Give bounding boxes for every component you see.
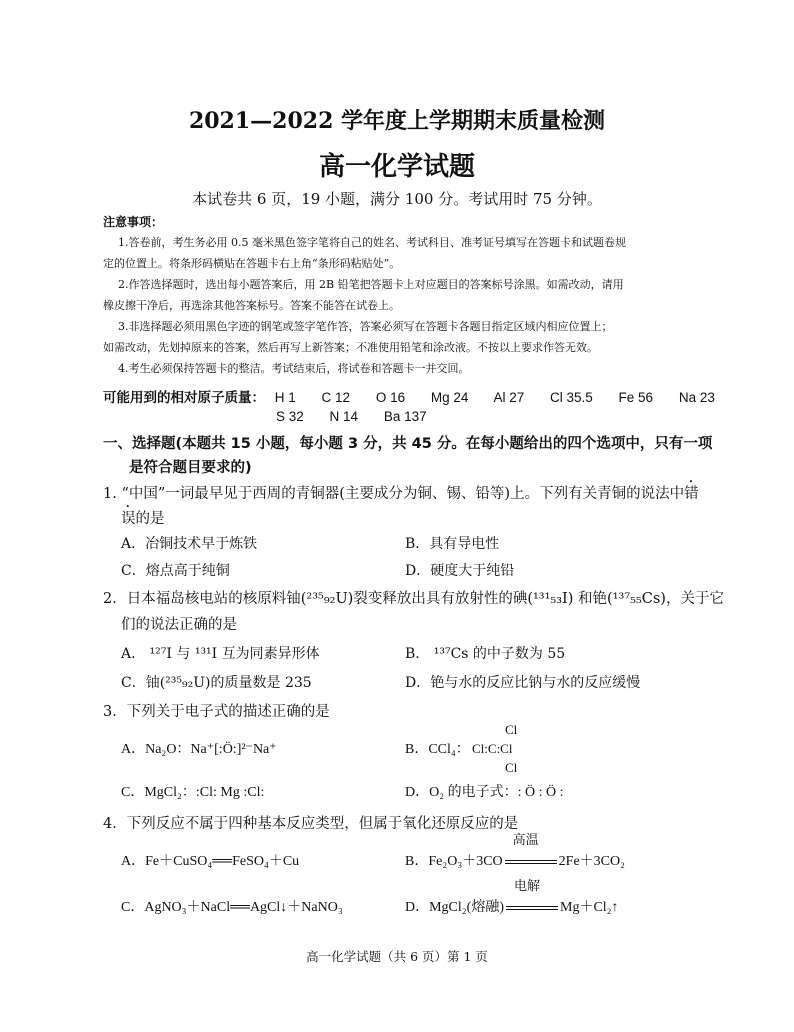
q1-stem-text: 1. “中国”一词最早见于西周的青铜器(主要成分为铜、锡、铅等)上。下列有关青铜的说法中: [103, 486, 685, 502]
q4-option-b-reactants: B．Fe₂O₃＋3CO: [405, 854, 503, 869]
q3-option-d[interactable]: D．O₂ 的电子式：: Ö : Ö :: [405, 785, 564, 800]
equals-sign-icon: [506, 906, 558, 910]
equals-sign-icon: [505, 860, 557, 864]
q1-stem-emphasis: 误: [121, 511, 136, 527]
note-line: 如需改动，先划掉原来的答案，然后再写上新答案；不准使用铅笔和涂改液。不按以上要求作答无效。: [103, 341, 598, 354]
q2-stem-line1: 2．日本福岛核电站的核原料铀(²³⁵₉₂U)裂变释放出具有放射性的碘(¹³¹₅₃I) 和铯(¹³⁷₅₅Cs)，关于它: [103, 591, 724, 607]
note-line: 定的位置上。将条形码横贴在答题卡右上角“条形码粘贴处”。: [103, 257, 401, 270]
atomic-mass: S 32: [276, 409, 304, 424]
atomic-mass: Mg 24: [430, 390, 469, 405]
atomic-mass: Na 23: [678, 390, 715, 405]
atomic-mass: H 1: [274, 390, 296, 405]
atomic-masses-label: 可能用到的相对原子质量：: [103, 390, 265, 406]
note-line: 2.作答选择题时，选出每小题答案后，用 2B 铅笔把答题卡上对应题目的答案标号涂黑。如需改动，请用: [118, 278, 624, 291]
note-line: 1.答卷前，考生务必用 0.5 毫米黑色签字笔将自己的姓名、考试科目、准考证号填写在答题卡和试题卷规: [118, 236, 626, 249]
atomic-mass: Cl 35.5: [549, 390, 593, 405]
q2-stem-line2: 们的说法正确的是: [121, 617, 237, 633]
notes-heading: 注意事项：: [103, 215, 164, 229]
section-heading: [103, 432, 712, 480]
q4-option-b-arrow: [503, 832, 559, 874]
q4-option-b[interactable]: [405, 832, 626, 874]
q4-option-b-products: 2Fe＋3CO₂: [558, 854, 626, 869]
q1-stem-text: 的是: [135, 511, 165, 527]
q3-option-b-label[interactable]: B．CCl₄：: [405, 742, 470, 757]
atomic-mass: Ba 137: [383, 409, 427, 424]
q3-option-c[interactable]: C．MgCl₂：:Cl: Mg :Cl:: [121, 785, 265, 800]
section-heading-line1: 一、选择题(本题共 15 小题，每小题 3 分，共 45 分。在每小题给出的四个选项中，只有一项: [103, 436, 713, 452]
q4-option-a[interactable]: A．Fe＋CuSO₄══FeSO₄＋Cu: [121, 854, 300, 869]
q4-option-d-products: Mg＋Cl₂↑: [560, 900, 619, 915]
q2-option-b[interactable]: B． ¹³⁷Cs 的中子数为 55: [405, 646, 566, 662]
atomic-mass: O 16: [375, 390, 406, 405]
q1-option-d[interactable]: D．硬度大于纯铅: [405, 563, 515, 579]
note-line: 3.非选择题必须用黑色字迹的钢笔或签字笔作答，答案必须写在答题卡各题目指定区域内相应位置上；: [118, 320, 613, 333]
atomic-mass: Fe 56: [618, 390, 654, 405]
exam-title: 2021—2022 学年度上学期期末质量检测: [188, 108, 606, 134]
q3-option-b-middle: Cl:C:Cl: [472, 741, 513, 756]
q3-stem: 3．下列关于电子式的描述正确的是: [103, 704, 330, 720]
note-line: 4.考生必须保持答题卡的整洁。考试结束后，将试卷和答题卡一并交回。: [118, 362, 470, 375]
q3-option-a[interactable]: A．Na₂O：Na⁺[:Ö:]²⁻Na⁺: [121, 742, 277, 757]
q1-option-c[interactable]: C．熔点高于纯铜: [121, 563, 230, 579]
q3-option-b-top: Cl: [505, 722, 518, 737]
note-line: 橡皮擦干净后，再选涂其他答案标号。答案不能答在试卷上。: [103, 299, 400, 312]
q3-option-b-bottom: Cl: [505, 760, 518, 775]
q2-option-d[interactable]: D．铯与水的反应比钠与水的反应缓慢: [405, 675, 641, 691]
atomic-mass: C 12: [321, 390, 351, 405]
q4-option-d-condition: 电解: [514, 878, 541, 893]
q4-option-b-condition: 高温: [512, 832, 539, 847]
subject-title: 高一化学试题: [318, 152, 475, 182]
q2-option-c[interactable]: C．铀(²³⁵₉₂U)的质量数是 235: [121, 675, 312, 691]
q1-stem-emphasis: 错: [684, 486, 699, 502]
atomic-masses-row2: [276, 409, 449, 424]
exam-info: 本试卷共 6 页，19 小题，满分 100 分。考试用时 75 分钟。: [192, 190, 602, 208]
q4-stem: 4．下列反应不属于四种基本反应类型，但属于氧化还原反应的是: [103, 816, 519, 832]
q1-stem-line2: [121, 503, 165, 531]
q1-option-b[interactable]: B．具有导电性: [405, 536, 500, 552]
atomic-masses-row1: [103, 386, 737, 406]
q4-option-d-reactants: D．MgCl₂(熔融): [405, 900, 504, 915]
q2-option-a[interactable]: A． ¹²⁷I 与 ¹³¹I 互为同素异形体: [121, 646, 320, 662]
q1-option-a[interactable]: A．冶铜技术早于炼铁: [121, 536, 258, 552]
section-heading-line2: 是符合题目要求的): [129, 460, 252, 476]
q4-option-d[interactable]: [405, 878, 619, 920]
atomic-mass: Al 27: [493, 390, 525, 405]
atomic-mass: N 14: [329, 409, 359, 424]
page-footer: 高一化学试题（共 6 页）第 1 页: [306, 949, 488, 964]
q1-stem: [103, 478, 699, 506]
q4-option-c[interactable]: C．AgNO₃＋NaCl══AgCl↓＋NaNO₃: [121, 900, 343, 915]
q4-option-d-arrow: [504, 878, 560, 920]
